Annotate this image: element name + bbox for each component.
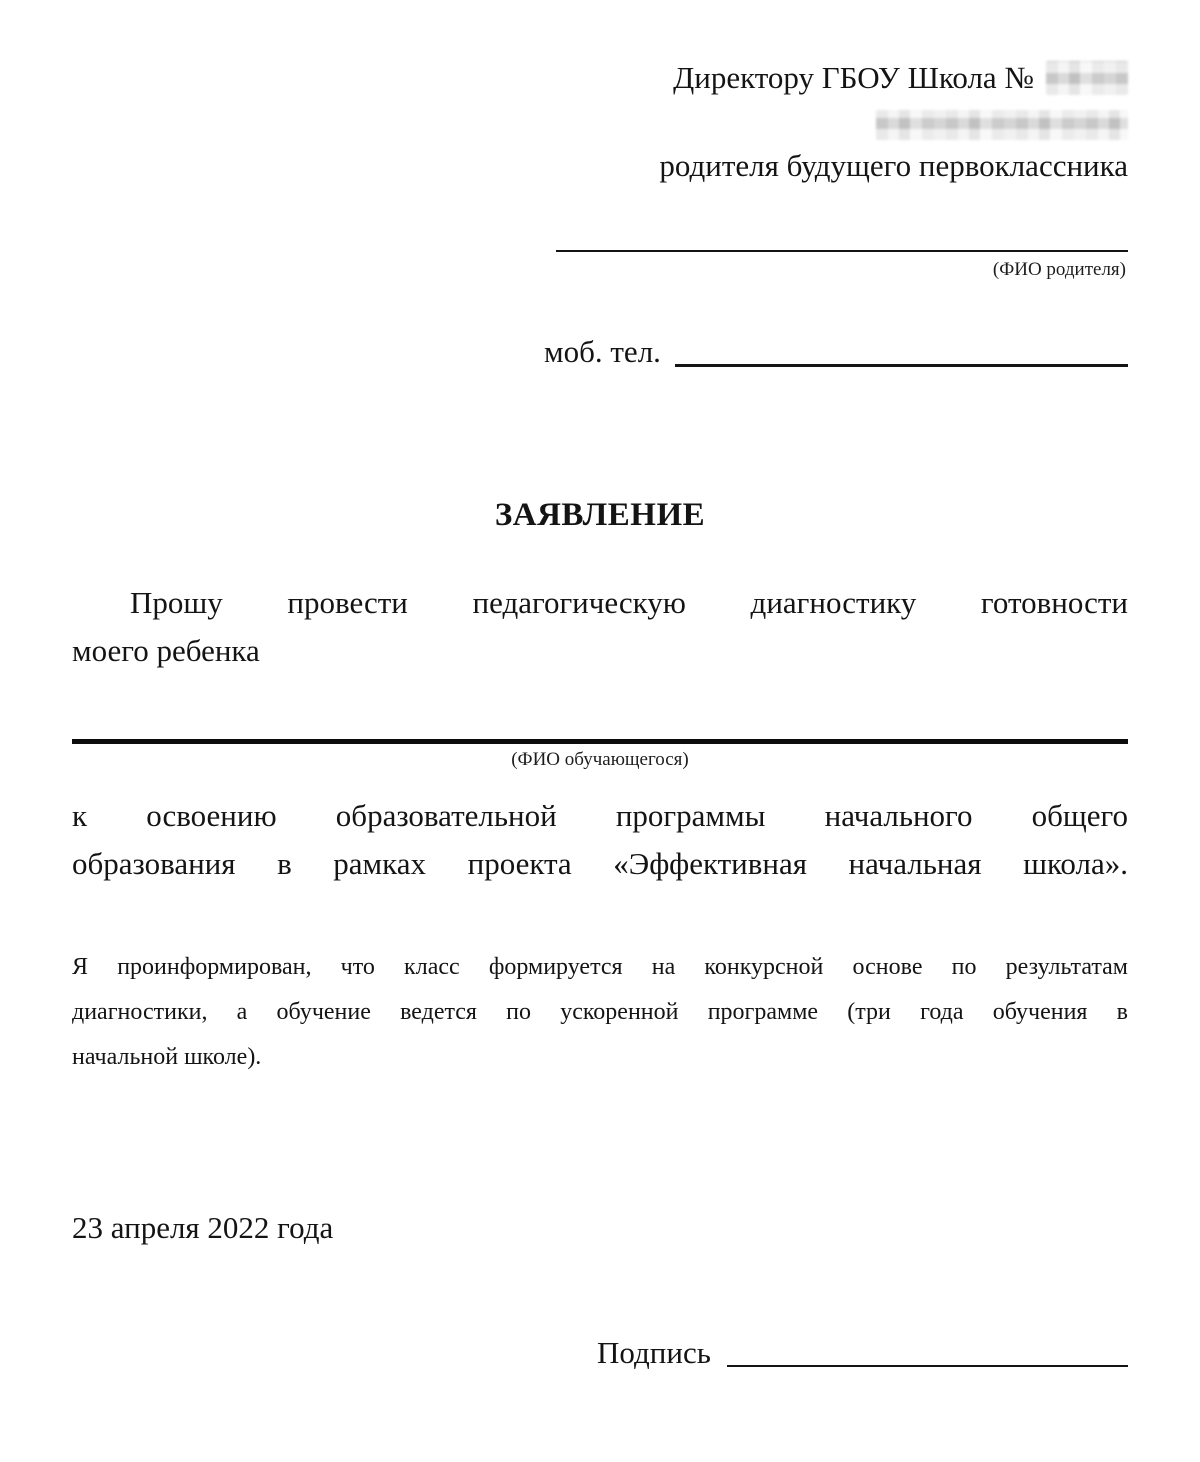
info-line-1: Я проинформирован, что класс формируется на конкурсной основе по результатам [72, 954, 1128, 980]
info-paragraph [72, 945, 1128, 1080]
addressee-role-line: родителя будущего первоклассника [659, 148, 1128, 183]
phone-blank-line [675, 364, 1128, 367]
signature-row [597, 1333, 1128, 1373]
request-paragraph [72, 579, 1128, 675]
program-paragraph [72, 792, 1128, 888]
info-line-3: начальной школе). [72, 1044, 262, 1070]
redacted-school-number [1046, 61, 1128, 95]
addressee-prefix: Директору ГБОУ Школа № [673, 60, 1034, 95]
parent-name-blank-line [556, 188, 1128, 252]
student-name-blank-line [72, 739, 1128, 744]
signature-label: Подпись [597, 1335, 711, 1370]
date-text: 23 апреля 2022 года [72, 1210, 334, 1245]
redacted-director-name [876, 110, 1128, 140]
document-title: ЗАЯВЛЕНИЕ [494, 497, 706, 533]
request-line-1: Прошу провести педагогическую диагностику готовности [130, 585, 1128, 620]
addressee-director-line [544, 100, 1128, 144]
student-name-caption: (ФИО обучающегося) [511, 749, 689, 770]
parent-name-caption: (ФИО родителя) [992, 259, 1126, 280]
phone-label: моб. тел. [544, 334, 661, 369]
signature-blank-line [727, 1365, 1128, 1367]
phone-row [544, 332, 1128, 372]
addressee-block [544, 56, 1128, 372]
program-line-2: образования в рамках проекта «Эффективная начальная школа». [72, 846, 1128, 881]
request-line-2: моего ребенка [72, 633, 260, 668]
program-line-1: к освоению образовательной программы начального общего [72, 798, 1128, 833]
addressee-line [544, 56, 1128, 100]
info-line-2: диагностики, а обучение ведется по ускоренной программе (три года обучения в [72, 999, 1128, 1025]
